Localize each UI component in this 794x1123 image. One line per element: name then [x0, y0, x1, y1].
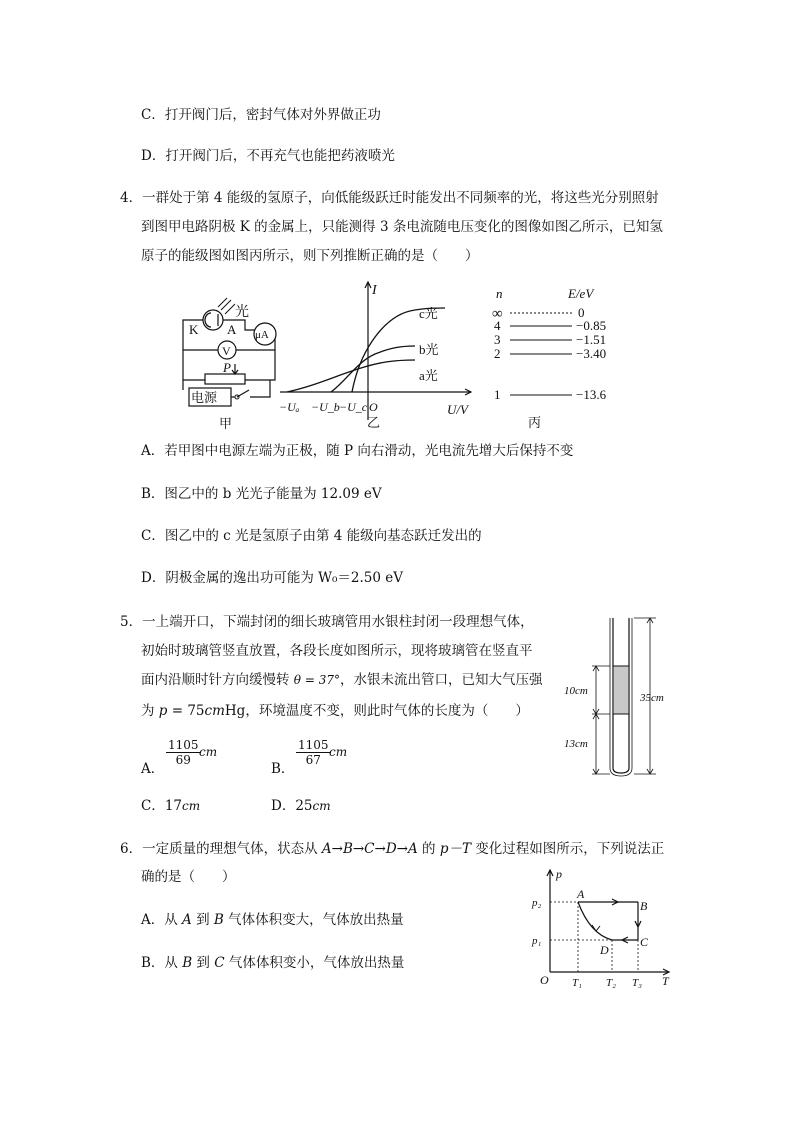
state-d-label: D — [600, 943, 609, 957]
level-3-e: −1.51 — [576, 332, 607, 347]
q5-option-c: C．17cm — [141, 798, 201, 814]
curve-a — [287, 360, 415, 392]
power-source-label: 电源 — [191, 390, 218, 405]
t3-label: T₃ — [632, 977, 642, 989]
microammeter-label: μA — [255, 329, 269, 341]
q5-option-d: D．25cm — [271, 798, 331, 814]
level-4-n: 4 — [494, 318, 501, 333]
level-1-e: −13.6 — [576, 387, 607, 402]
curve-b-label: b光 — [419, 342, 439, 357]
p2-label: p₂ — [532, 897, 542, 909]
level-inf-e: 0 — [578, 305, 585, 320]
q4-option-a: A．若甲图中电源左端为正极，随 P 向右滑动，光电流先增大后保持不变 — [141, 443, 574, 459]
q3-option-d: D．打开阀门后，不再充气也能把药液喷光 — [141, 148, 395, 164]
q6-stem-line-2: 确的是（ ） — [141, 869, 236, 885]
e-header: E/eV — [568, 286, 594, 301]
level-4-e: −0.85 — [576, 318, 607, 333]
q6-figure-pt-diagram — [530, 864, 675, 994]
phototube — [203, 310, 223, 330]
u-axis-label: U/V — [447, 402, 468, 417]
level-1-n: 1 — [494, 387, 501, 402]
light-label: 光 — [235, 305, 249, 320]
t-axis-label: T — [662, 974, 669, 988]
state-a-label: A — [577, 887, 585, 901]
q5-option-b-label: B． — [271, 761, 295, 777]
n-header: n — [496, 286, 503, 301]
gas-length-label: 13cm — [564, 738, 588, 750]
t2-label: T₂ — [606, 977, 616, 989]
voltmeter-label: V — [222, 344, 231, 358]
neg-uc-label: −U_c — [339, 400, 368, 414]
origin-label: O — [369, 400, 378, 414]
total-length-label: 35cm — [640, 692, 664, 704]
anode-label: A — [227, 322, 237, 337]
q4-figure-yi-iu-graph — [275, 280, 485, 430]
figure-bing-caption: 丙 — [528, 415, 542, 430]
q5-option-a-label: A． — [141, 761, 165, 777]
curve-b — [331, 346, 415, 392]
q5-stem-line-4: 为 p = 75cmHg，环境温度不变，则此时气体的长度为（ ） — [141, 703, 529, 719]
level-3-n: 3 — [494, 332, 501, 347]
q5-stem-line-2: 初始时玻璃管竖直放置，各段长度如图所示，现将玻璃管在竖直平 — [141, 643, 533, 659]
mercury-length-label: 10cm — [564, 685, 588, 697]
process-da — [578, 902, 612, 940]
q4-figure-bing-energy-levels — [488, 282, 628, 432]
q5-option-b-fraction: $\frac{1105}{67}$ — [298, 738, 329, 767]
mercury-column — [613, 666, 629, 714]
i-axis-label: I — [372, 283, 377, 298]
curve-a-label: a光 — [419, 368, 438, 383]
state-b-label: B — [640, 899, 648, 913]
p-axis-label: p — [556, 867, 562, 881]
slider-p-label: P — [223, 360, 231, 375]
level-inf-n: ∞ — [492, 306, 503, 322]
figure-jia-caption: 甲 — [219, 416, 233, 431]
figure-yi-caption: 乙 — [367, 415, 381, 430]
neg-ua-label: −Uₐ — [279, 400, 300, 414]
q5-option-a-unit: cm — [199, 745, 218, 759]
q4-stem-line-1: 4．一群处于第 4 能级的氢原子，向低能级跃迁时能发出不同频率的光，将这些光分别照射 — [120, 190, 659, 206]
level-2-e: −3.40 — [576, 346, 607, 361]
q5-option-a-fraction: $\frac{1105}{69}$ — [168, 738, 199, 767]
t1-label: T₁ — [572, 977, 582, 989]
q5-figure-glass-tube — [558, 610, 678, 780]
state-c-label: C — [640, 935, 649, 949]
curve-c-label: c光 — [419, 306, 438, 321]
q4-stem-line-2: 到图甲电路阴极 K 的金属上，只能测得 3 条电流随电压变化的图像如图乙所示，已知氢 — [141, 219, 663, 235]
q4-figure-jia-circuit — [175, 290, 285, 435]
rheostat — [205, 374, 245, 384]
p1-label: p₁ — [532, 935, 542, 947]
level-2-n: 2 — [494, 346, 501, 361]
neg-ub-label: −U_b — [311, 400, 340, 414]
q5-stem-line-1: 5．一上端开口，下端封闭的细长玻璃管用水银柱封闭一段理想气体， — [120, 614, 534, 630]
q6-option-b: B．从 B 到 C 气体体积变小，气体放出热量 — [141, 955, 405, 971]
q4-option-d: D．阴极金属的逸出功可能为 W₀＝2.50 eV — [141, 570, 403, 586]
q6-stem-line-1: 6．一定质量的理想气体，状态从 A→B→C→D→A 的 p－T 变化过程如图所示，下列说法正 — [120, 841, 665, 857]
cathode-label: K — [189, 322, 199, 337]
origin-label: O — [540, 973, 549, 987]
q4-option-c: C．图乙中的 c 光是氢原子由第 4 能级向基态跃迁发出的 — [141, 528, 482, 544]
q4-stem-line-3: 原子的能级图如图丙所示，则下列推断正确的是（ ） — [141, 248, 479, 264]
q4-option-b: B．图乙中的 b 光光子能量为 12.09 eV — [141, 486, 382, 502]
q5-stem-line-3: 面内沿顺时针方向缓慢转 θ = 37°，水银未流出管口，已知大气压强 — [141, 672, 543, 688]
q3-option-c: C．打开阀门后，密封气体对外界做正功 — [141, 107, 381, 123]
switch — [237, 390, 249, 397]
q6-option-a: A．从 A 到 B 气体体积变大，气体放出热量 — [141, 912, 404, 928]
q5-option-b-unit: cm — [329, 745, 348, 759]
